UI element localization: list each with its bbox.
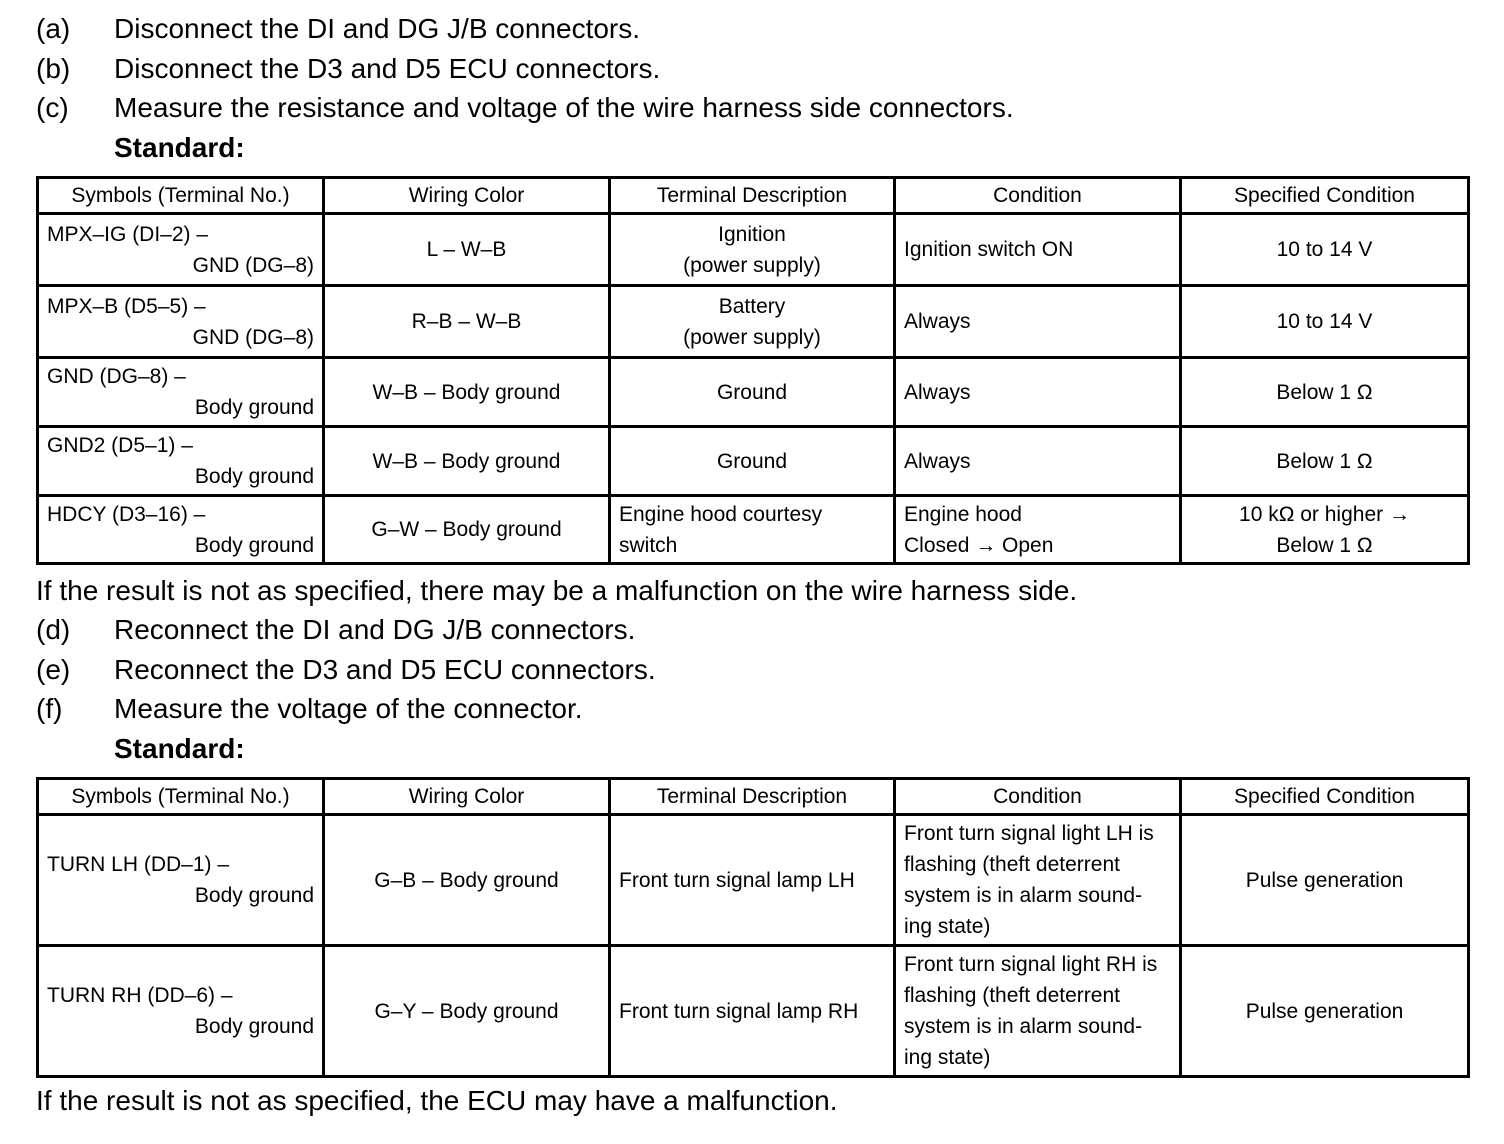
symbol-terminal: GND2 (D5–1) –	[47, 434, 193, 457]
step-text: Reconnect the D3 and D5 ECU connectors.	[114, 654, 656, 685]
step-b	[36, 51, 660, 87]
header-symbols: Symbols (Terminal No.)	[38, 178, 324, 214]
specified-condition-cell: Below 1 Ω	[1181, 358, 1469, 427]
symbol-terminal: TURN LH (DD–1) –	[47, 853, 230, 876]
symbol-ground: GND (DG–8)	[192, 325, 314, 349]
header-symbols: Symbols (Terminal No.)	[38, 779, 324, 815]
terminal-description-cell: Ground	[610, 358, 895, 427]
note-wire-harness: If the result is not as specified, there may be a malfunction on the wire harness side.	[36, 575, 1078, 606]
wiring-color-cell: W–B – Body ground	[324, 358, 610, 427]
symbol-terminal: TURN RH (DD–6) –	[47, 984, 233, 1007]
condition-line: flashing (theft deterrent	[904, 853, 1120, 876]
terminal-description-cell: Front turn signal lamp RH	[610, 946, 895, 1077]
wiring-color-cell: L – W–B	[324, 214, 610, 286]
step-text: Reconnect the DI and DG J/B connectors.	[114, 614, 636, 645]
step-label: (d)	[36, 614, 71, 645]
condition-line: Closed → Open	[904, 533, 1054, 557]
step-text: Measure the resistance and voltage of the wire harness side connectors.	[114, 92, 1014, 123]
description-line: switch	[619, 533, 678, 557]
condition-line: Engine hood	[904, 502, 1022, 526]
symbol-terminal: MPX–B (D5–5) –	[47, 294, 206, 318]
wiring-color-cell: G–Y – Body ground	[324, 946, 610, 1077]
symbol-cell	[38, 214, 324, 286]
condition-line: ing state)	[904, 915, 991, 938]
table-header-row	[38, 779, 1469, 815]
condition-line: flashing (theft deterrent	[904, 984, 1120, 1007]
step-label: (b)	[36, 53, 71, 84]
terminal-description-cell	[610, 214, 895, 286]
symbol-cell	[38, 946, 324, 1077]
specified-condition-cell: 10 to 14 V	[1181, 214, 1469, 286]
condition-cell	[895, 815, 1181, 946]
condition-cell	[895, 496, 1181, 564]
table-row	[38, 358, 1469, 427]
step-text: Measure the voltage of the connector.	[114, 693, 583, 724]
symbol-ground: Body ground	[194, 884, 314, 907]
symbol-cell	[38, 815, 324, 946]
spec-line: Below 1 Ω	[1276, 533, 1373, 557]
wiring-color-cell: G–W – Body ground	[324, 496, 610, 564]
specified-condition-cell: Pulse generation	[1181, 815, 1469, 946]
condition-line: system is in alarm sound-	[904, 884, 1143, 907]
terminal-description-cell	[610, 286, 895, 358]
description-line: Engine hood courtesy	[619, 502, 823, 526]
wiring-color-cell: R–B – W–B	[324, 286, 610, 358]
standard-table-2	[36, 777, 1470, 1078]
standard-heading-1: Standard:	[114, 132, 245, 163]
step-e	[36, 652, 656, 688]
terminal-description-cell: Front turn signal lamp LH	[610, 815, 895, 946]
header-wiring-color: Wiring Color	[324, 779, 610, 815]
specified-condition-cell: Pulse generation	[1181, 946, 1469, 1077]
symbol-cell	[38, 358, 324, 427]
symbol-cell	[38, 286, 324, 358]
specified-condition-cell: Below 1 Ω	[1181, 427, 1469, 496]
step-c	[36, 90, 1014, 126]
header-wiring-color: Wiring Color	[324, 178, 610, 214]
symbol-ground: GND (DG–8)	[192, 253, 314, 277]
spec-line: 10 kΩ or higher →	[1239, 502, 1410, 526]
header-condition: Condition	[895, 178, 1181, 214]
step-label: (e)	[36, 654, 71, 685]
condition-cell: Always	[895, 427, 1181, 496]
standard-table-1	[36, 176, 1470, 565]
header-terminal-description: Terminal Description	[610, 178, 895, 214]
standard-heading-2: Standard:	[114, 733, 245, 764]
description-line: (power supply)	[683, 325, 821, 349]
symbol-ground: Body ground	[194, 1015, 314, 1038]
condition-line: system is in alarm sound-	[904, 1015, 1143, 1038]
step-f	[36, 691, 583, 727]
condition-line: Front turn signal light RH is	[904, 953, 1158, 976]
symbol-ground: Body ground	[194, 396, 314, 419]
wiring-color-cell: G–B – Body ground	[324, 815, 610, 946]
header-terminal-description: Terminal Description	[610, 779, 895, 815]
condition-line: ing state)	[904, 1046, 991, 1069]
symbol-terminal: MPX–IG (DI–2) –	[47, 222, 209, 246]
symbol-terminal: HDCY (D3–16) –	[47, 502, 206, 526]
table-row	[38, 815, 1469, 946]
specified-condition-cell: 10 to 14 V	[1181, 286, 1469, 358]
table-row	[38, 286, 1469, 358]
step-text: Disconnect the D3 and D5 ECU connectors.	[114, 53, 661, 84]
step-label: (f)	[36, 693, 63, 724]
specified-condition-cell	[1181, 496, 1469, 564]
table-row	[38, 214, 1469, 286]
condition-cell	[895, 946, 1181, 1077]
wiring-color-cell: W–B – Body ground	[324, 427, 610, 496]
step-label: (c)	[36, 92, 69, 123]
condition-cell: Ignition switch ON	[895, 214, 1181, 286]
table-row	[38, 946, 1469, 1077]
table-header-row	[38, 178, 1469, 214]
terminal-description-cell: Ground	[610, 427, 895, 496]
condition-cell: Always	[895, 286, 1181, 358]
condition-cell: Always	[895, 358, 1181, 427]
symbol-cell	[38, 496, 324, 564]
step-text: Disconnect the DI and DG J/B connectors.	[114, 13, 641, 44]
symbol-ground: Body ground	[194, 533, 314, 557]
description-line: (power supply)	[683, 253, 821, 277]
symbol-cell	[38, 427, 324, 496]
header-condition: Condition	[895, 779, 1181, 815]
description-line: Ignition	[718, 222, 786, 246]
step-label: (a)	[36, 13, 71, 44]
table-row	[38, 427, 1469, 496]
table-row	[38, 496, 1469, 564]
header-specified-condition: Specified Condition	[1181, 779, 1469, 815]
symbol-terminal: GND (DG–8) –	[47, 365, 186, 388]
terminal-description-cell	[610, 496, 895, 564]
symbol-ground: Body ground	[194, 465, 314, 488]
note-ecu: If the result is not as specified, the ECU may have a malfunction.	[36, 1085, 838, 1116]
header-specified-condition: Specified Condition	[1181, 178, 1469, 214]
description-line: Battery	[718, 294, 786, 318]
step-a	[36, 11, 640, 47]
condition-line: Front turn signal light LH is	[904, 822, 1154, 845]
step-d	[36, 612, 635, 648]
